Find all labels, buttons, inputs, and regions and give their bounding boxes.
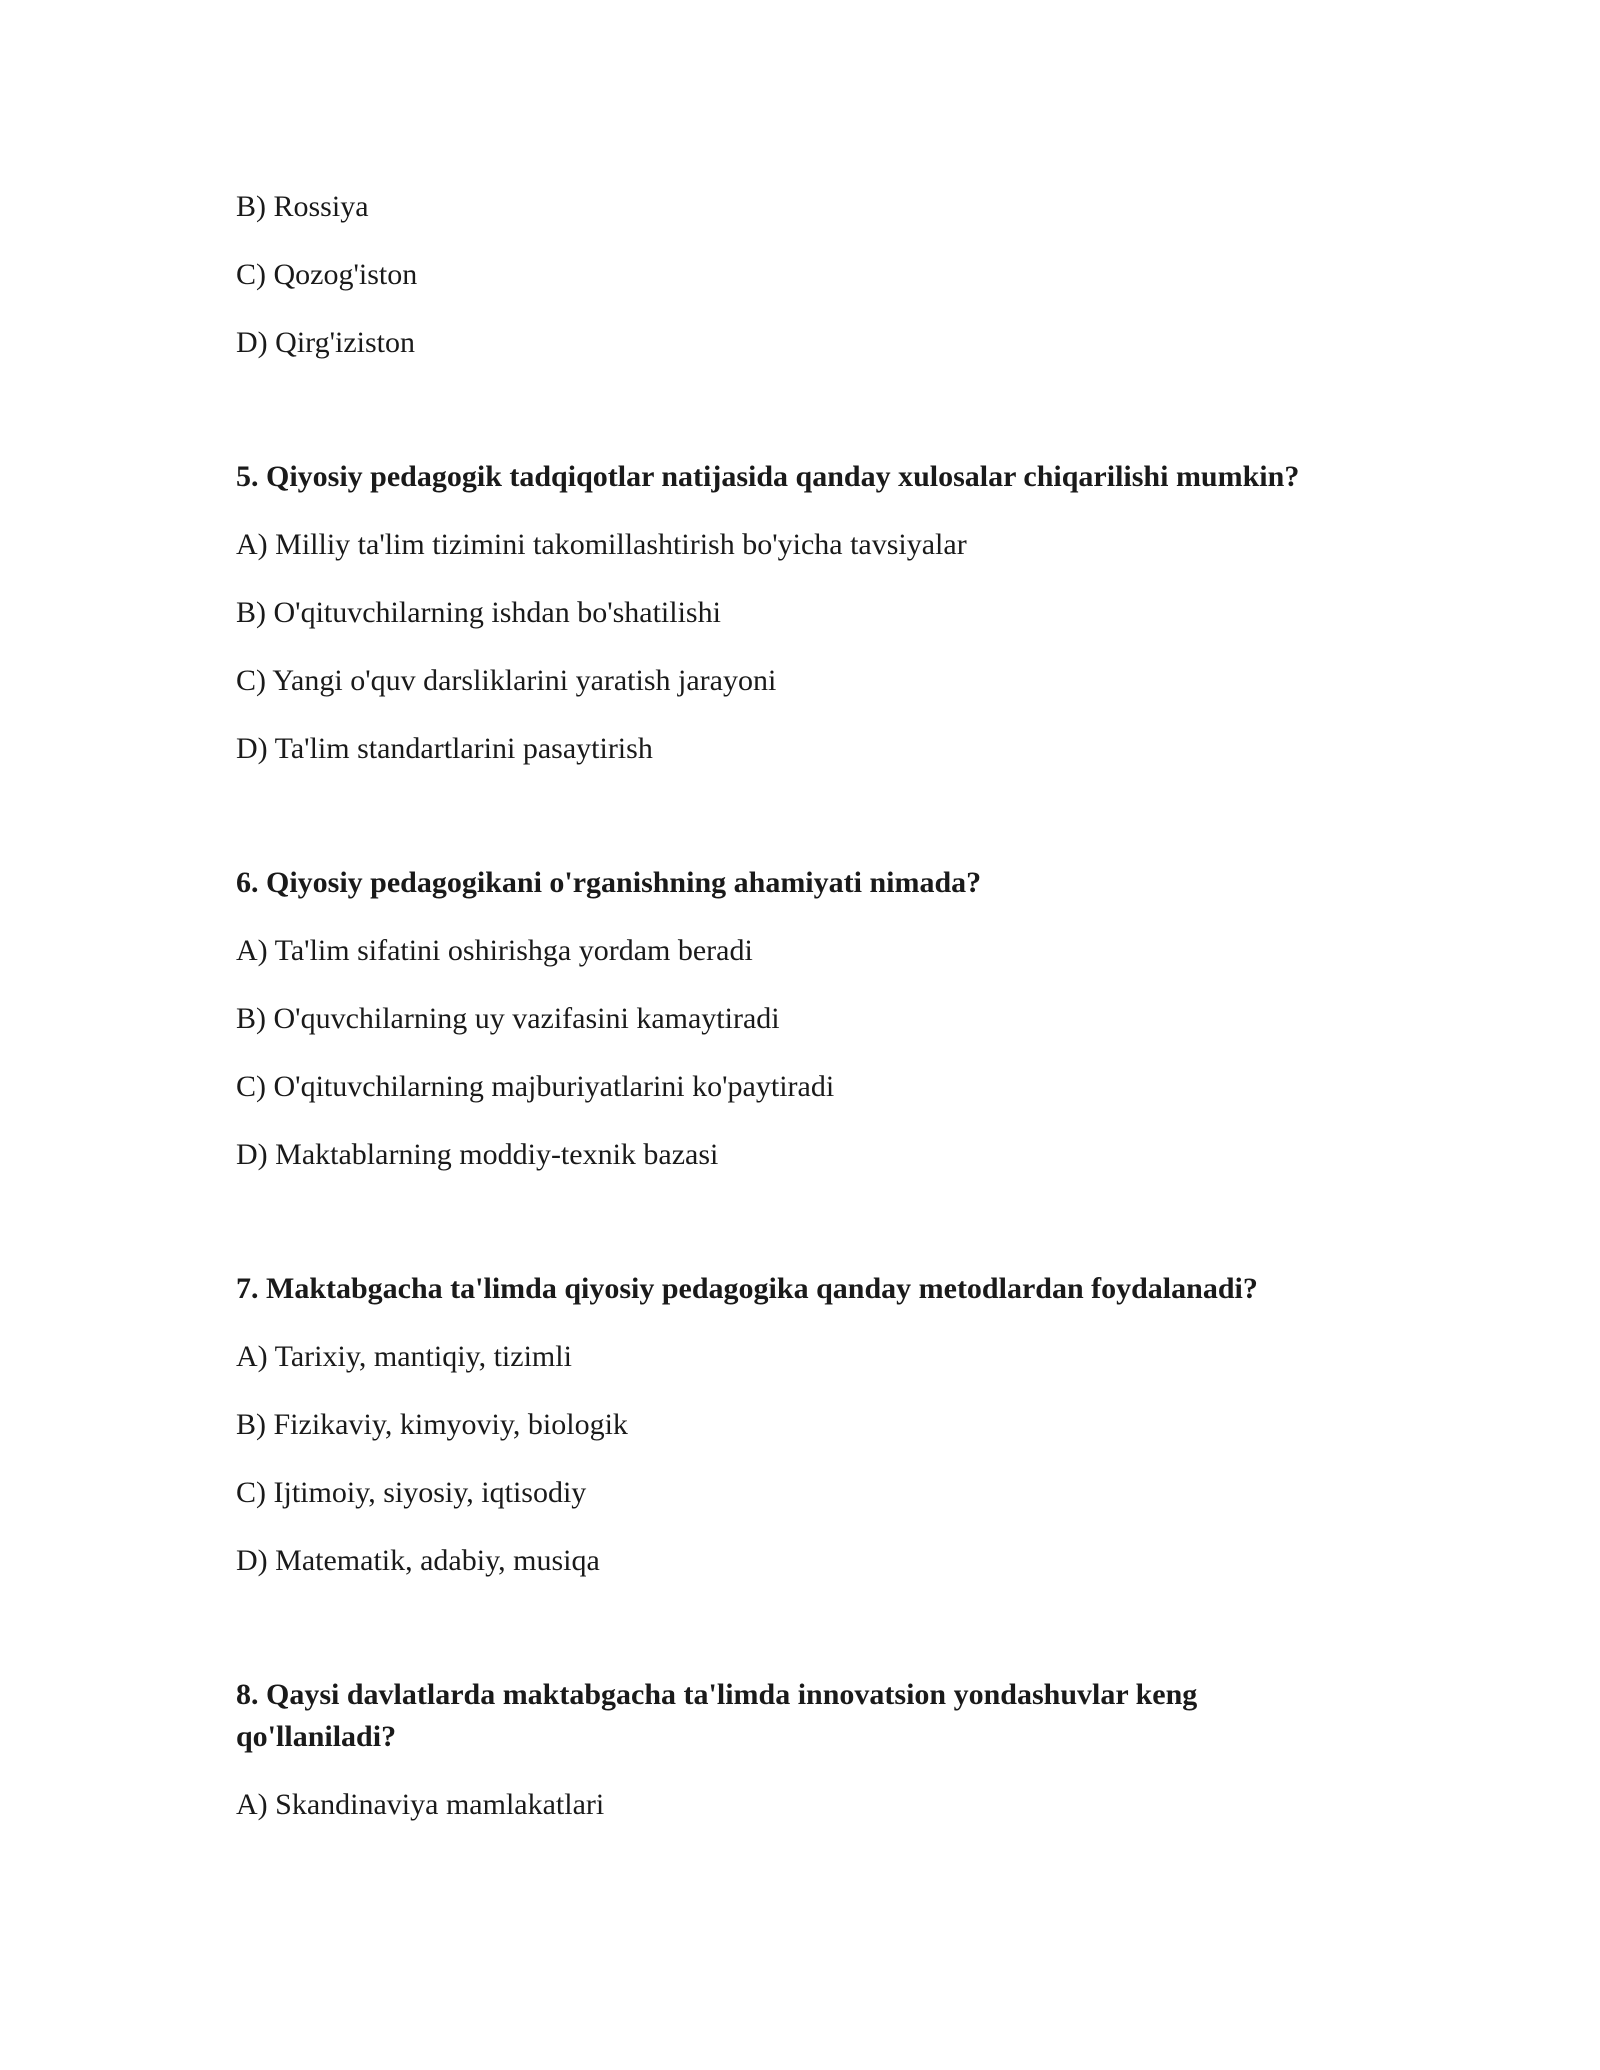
question-7: 7. Maktabgacha ta'limda qiyosiy pedagogika qanday metodlardan foydalanadi? bbox=[236, 1272, 1258, 1305]
option-d-q7: D) Matematik, adabiy, musiqa bbox=[236, 1544, 600, 1577]
question-6: 6. Qiyosiy pedagogikani o'rganishning ahamiyati nimada? bbox=[236, 866, 982, 899]
option-b-q5: B) O'qituvchilarning ishdan bo'shatilishi bbox=[236, 596, 721, 629]
option-b-q4: B) Rossiya bbox=[236, 190, 369, 223]
option-c-q6: C) O'qituvchilarning majburiyatlarini ko'paytiradi bbox=[236, 1070, 835, 1103]
question-5: 5. Qiyosiy pedagogik tadqiqotlar natijasida qanday xulosalar chiqarilishi mumkin? bbox=[236, 460, 1300, 493]
spacer bbox=[236, 796, 1416, 862]
option-a-q6: A) Ta'lim sifatini oshirishga yordam beradi bbox=[236, 934, 753, 967]
spacer bbox=[236, 1202, 1416, 1268]
option-d-q4: D) Qirg'iziston bbox=[236, 326, 416, 359]
option-c-q7: C) Ijtimoiy, siyosiy, iqtisodiy bbox=[236, 1476, 587, 1509]
option-d-q6: D) Maktablarning moddiy-texnik bazasi bbox=[236, 1138, 719, 1171]
option-a-q7: A) Tarixiy, mantiqiy, tizimli bbox=[236, 1340, 572, 1373]
option-c-q4: C) Qozog'iston bbox=[236, 258, 418, 291]
spacer bbox=[236, 1608, 1416, 1674]
document-content bbox=[236, 186, 1416, 1852]
option-b-q6: B) O'quvchilarning uy vazifasini kamaytiradi bbox=[236, 1002, 780, 1035]
option-c-q5: C) Yangi o'quv darsliklarini yaratish jarayoni bbox=[236, 664, 777, 697]
option-d-q5: D) Ta'lim standartlarini pasaytirish bbox=[236, 732, 653, 765]
option-a-q8: A) Skandinaviya mamlakatlari bbox=[236, 1788, 605, 1821]
option-b-q7: B) Fizikaviy, kimyoviy, biologik bbox=[236, 1408, 628, 1441]
spacer bbox=[236, 390, 1416, 456]
question-8: 8. Qaysi davlatlarda maktabgacha ta'limda innovatsion yondashuvlar keng qo'llaniladi? bbox=[236, 1678, 1198, 1753]
option-a-q5: A) Milliy ta'lim tizimini takomillashtirish bo'yicha tavsiyalar bbox=[236, 528, 967, 561]
